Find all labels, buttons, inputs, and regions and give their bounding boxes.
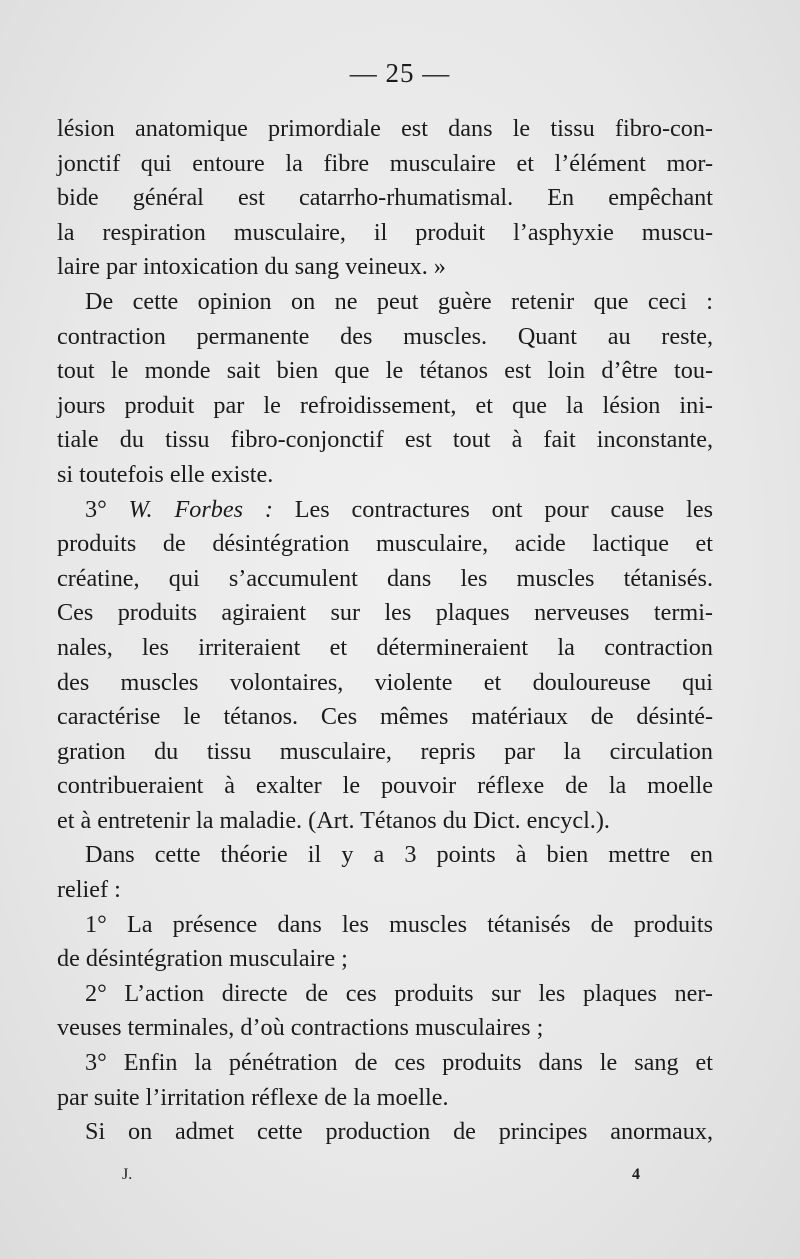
line-text: produits de désintégration musculaire, acide lactique et bbox=[57, 530, 713, 558]
text-line bbox=[57, 666, 713, 701]
line-text: De cette opinion on ne peut guère retenir que ceci : bbox=[85, 287, 713, 315]
page-number: — 25 — bbox=[349, 58, 451, 88]
text-line bbox=[57, 977, 713, 1012]
line-text: Les contractures ont pour cause les bbox=[272, 495, 713, 523]
line-text: par suite l’irritation réflexe de la moelle. bbox=[57, 1083, 449, 1111]
text-line bbox=[57, 389, 713, 424]
line-text: contribueraient à exalter le pouvoir réflexe de la moelle bbox=[57, 772, 713, 800]
line-text: laire par intoxication du sang veineux. » bbox=[57, 253, 446, 281]
line-text: caractérise le tétanos. Ces mêmes matériaux de désinté- bbox=[57, 703, 713, 731]
line-text: bide général est catarrho-rhumatismal. En empêchant bbox=[57, 184, 713, 212]
text-line bbox=[57, 804, 713, 839]
line-text: de désintégration musculaire ; bbox=[57, 945, 348, 973]
text-line bbox=[57, 631, 713, 666]
text-line bbox=[57, 908, 713, 943]
text-line bbox=[57, 250, 713, 285]
text-line bbox=[57, 147, 713, 182]
text-line bbox=[57, 181, 713, 216]
line-text: gration du tissu musculaire, repris par la circulation bbox=[57, 737, 713, 765]
line-text: 3° Enfin la pénétration de ces produits dans le sang et bbox=[85, 1049, 713, 1077]
text-line bbox=[57, 354, 713, 389]
text-line bbox=[57, 285, 713, 320]
text-line bbox=[57, 700, 713, 735]
line-text: nales, les irriteraient et détermineraient la contraction bbox=[57, 633, 713, 661]
item-prefix: 3° bbox=[85, 495, 129, 523]
line-text: Si on admet cette production de principes anormaux, bbox=[85, 1118, 713, 1146]
line-text: la respiration musculaire, il produit l’asphyxie muscu- bbox=[57, 218, 713, 246]
text-line bbox=[57, 596, 713, 631]
line-text: créatine, qui s’accumulent dans les muscles tétanisés. bbox=[57, 564, 713, 592]
line-text: jours produit par le refroidissement, et que la lésion ini- bbox=[57, 391, 713, 419]
line-text: si toutefois elle existe. bbox=[57, 460, 274, 488]
line-text: relief : bbox=[57, 876, 121, 904]
sheet-number: 4 bbox=[632, 1166, 640, 1183]
line-text: Ces produits agiraient sur les plaques nerveuses termi- bbox=[57, 599, 713, 627]
signature-mark: J. bbox=[122, 1166, 133, 1183]
text-line bbox=[57, 216, 713, 251]
line-text: jonctif qui entoure la fibre musculaire et l’élément mor- bbox=[57, 149, 713, 177]
line-text: Dans cette théorie il y a 3 points à bien mettre en bbox=[85, 841, 713, 869]
text-line bbox=[57, 562, 713, 597]
line-text: lésion anatomique primordiale est dans le tissu fibro-con- bbox=[57, 115, 713, 142]
text-line bbox=[57, 735, 713, 770]
line-text: et à entretenir la maladie. (Art. Tétanos du Dict. encycl.). bbox=[57, 806, 610, 834]
text-line bbox=[57, 1115, 713, 1150]
line-text: des muscles volontaires, violente et douloureuse qui bbox=[57, 668, 713, 696]
line-text: tiale du tissu fibro-conjonctif est tout à fait inconstante, bbox=[57, 426, 713, 454]
author-name: W. Forbes : bbox=[128, 495, 273, 523]
text-line bbox=[57, 1081, 713, 1116]
text-line bbox=[57, 1046, 713, 1081]
text-line bbox=[57, 769, 713, 804]
body-text bbox=[57, 112, 713, 1150]
text-line bbox=[57, 1011, 713, 1046]
text-line bbox=[57, 493, 713, 528]
text-line bbox=[57, 320, 713, 355]
line-text: 1° La présence dans les muscles tétanisés de produits bbox=[85, 910, 713, 938]
text-line bbox=[57, 527, 713, 562]
line-text: tout le monde sait bien que le tétanos est loin d’être tou- bbox=[57, 357, 713, 385]
line-text: 2° L’action directe de ces produits sur les plaques ner- bbox=[85, 979, 713, 1007]
text-line bbox=[57, 873, 713, 908]
text-line bbox=[57, 112, 713, 147]
text-line bbox=[57, 942, 713, 977]
text-line bbox=[57, 838, 713, 873]
text-line bbox=[57, 423, 713, 458]
text-line bbox=[57, 458, 713, 493]
line-text: contraction permanente des muscles. Quant au reste, bbox=[57, 322, 713, 350]
line-text: veuses terminales, d’où contractions musculaires ; bbox=[57, 1014, 544, 1042]
